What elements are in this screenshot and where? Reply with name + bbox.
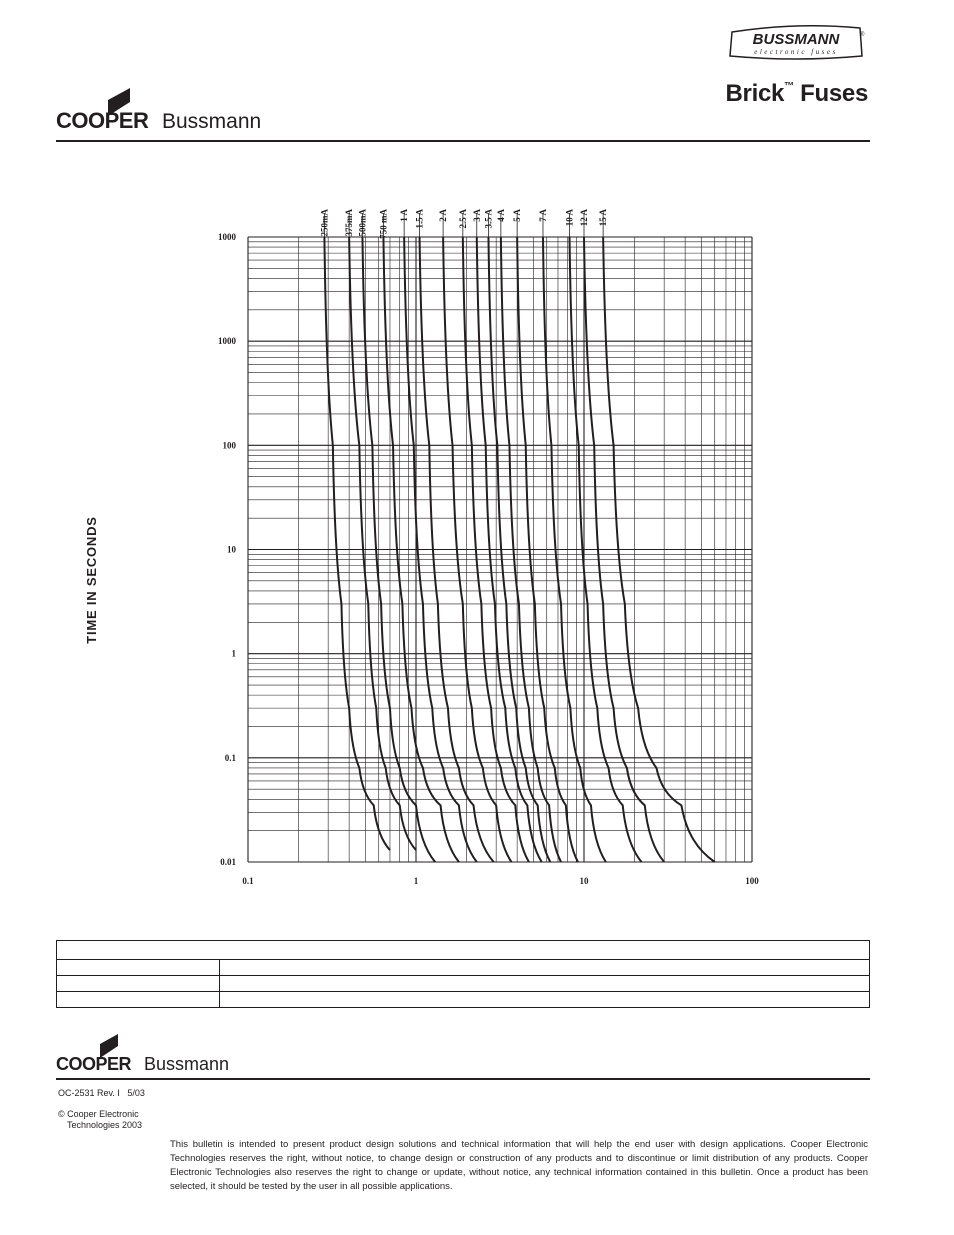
series-label: 250mA [319, 209, 330, 237]
y-tick-label: 1 [231, 648, 236, 659]
series-label: 500mA [357, 209, 368, 237]
y-axis-label: TIME IN SECONDS [84, 516, 99, 644]
product-title [600, 80, 868, 108]
copyright-line: Technologies 2003 [67, 1120, 143, 1130]
series-label: 750 mA [378, 209, 389, 239]
x-tick-label: 0.1 [242, 876, 254, 886]
series-label: 15 A [598, 209, 609, 227]
header-rule [56, 140, 870, 142]
y-tick-label: 0.1 [224, 752, 236, 763]
x-tick-label: 1 [413, 876, 419, 886]
series-label: 4 A [495, 209, 506, 222]
table-cell [220, 976, 870, 992]
footer-cooper-logo-text: COOPER [56, 1054, 132, 1074]
table-row [57, 976, 870, 992]
time-current-chart [140, 175, 760, 895]
bussmann-logo-registered: ® [860, 32, 865, 38]
footer-cooper-bussmann-logo [56, 1032, 246, 1074]
table-row [57, 941, 870, 960]
cooper-logo-sub: Bussmann [162, 110, 262, 132]
cooper-logo-text: COOPER [56, 108, 149, 132]
document-code: OC-2531 Rev. I 5/03 [58, 1088, 145, 1098]
x-tick-label: 100 [745, 876, 759, 886]
series-label: 2.5 A [457, 209, 468, 229]
series-label: 375mA [344, 209, 355, 237]
series-label: 2 A [438, 209, 449, 222]
bussmann-logo-tagline: electronic fuses [754, 48, 838, 56]
series-label: 12 A [579, 209, 589, 227]
x-tick-label: 10 [579, 876, 589, 886]
series-label: 10 A [564, 209, 575, 227]
copyright-notice [58, 1109, 142, 1131]
footer-cooper-logo-sub: Bussmann [144, 1054, 230, 1074]
trademark-mark: ™ [784, 81, 794, 92]
product-title-suffix: Fuses [793, 80, 868, 107]
table-cell [57, 976, 220, 992]
table-row [57, 960, 870, 976]
bussmann-logo [726, 24, 866, 60]
footer-rule [56, 1078, 870, 1080]
table-cell [57, 992, 220, 1008]
table-cell [220, 992, 870, 1008]
info-table [56, 940, 870, 1008]
table-cell [220, 960, 870, 976]
bussmann-logo-text: BUSSMANN [752, 31, 840, 48]
series-label: 3.5 A [483, 209, 494, 229]
cooper-bussmann-logo [56, 86, 286, 132]
series-label: 1.5 A [414, 209, 425, 229]
series-label: 1 A [399, 209, 410, 222]
disclaimer-text: This bulletin is intended to present product design solutions and technical information that will help the end user with design applications. Cooper Electronic Technologies reserves the right, without notice, to change design or construction of any products and to discontinue or limit distribution of any products. Cooper Electronic Technologies also reserves the right to change or update, without notice, any technical information contained in this bulletin. Once a product has been selected, it should be tested by the user in all possible applications. [170, 1139, 868, 1192]
copyright-line: © Cooper Electronic [58, 1109, 139, 1119]
y-tick-label: 100 [222, 440, 236, 451]
series-label: 3 A [471, 209, 482, 222]
table-cell [57, 941, 870, 960]
product-title-name: Brick [725, 80, 785, 107]
series-label: 5 A [512, 209, 523, 222]
series-label: 7 A [537, 209, 548, 222]
y-tick-label: 1000 [218, 336, 236, 347]
y-tick-label: 10 [227, 544, 236, 555]
table-row [57, 992, 870, 1008]
y-tick-label: 1000 [218, 232, 236, 242]
table-cell [57, 960, 220, 976]
y-tick-label: 0.01 [220, 857, 236, 867]
